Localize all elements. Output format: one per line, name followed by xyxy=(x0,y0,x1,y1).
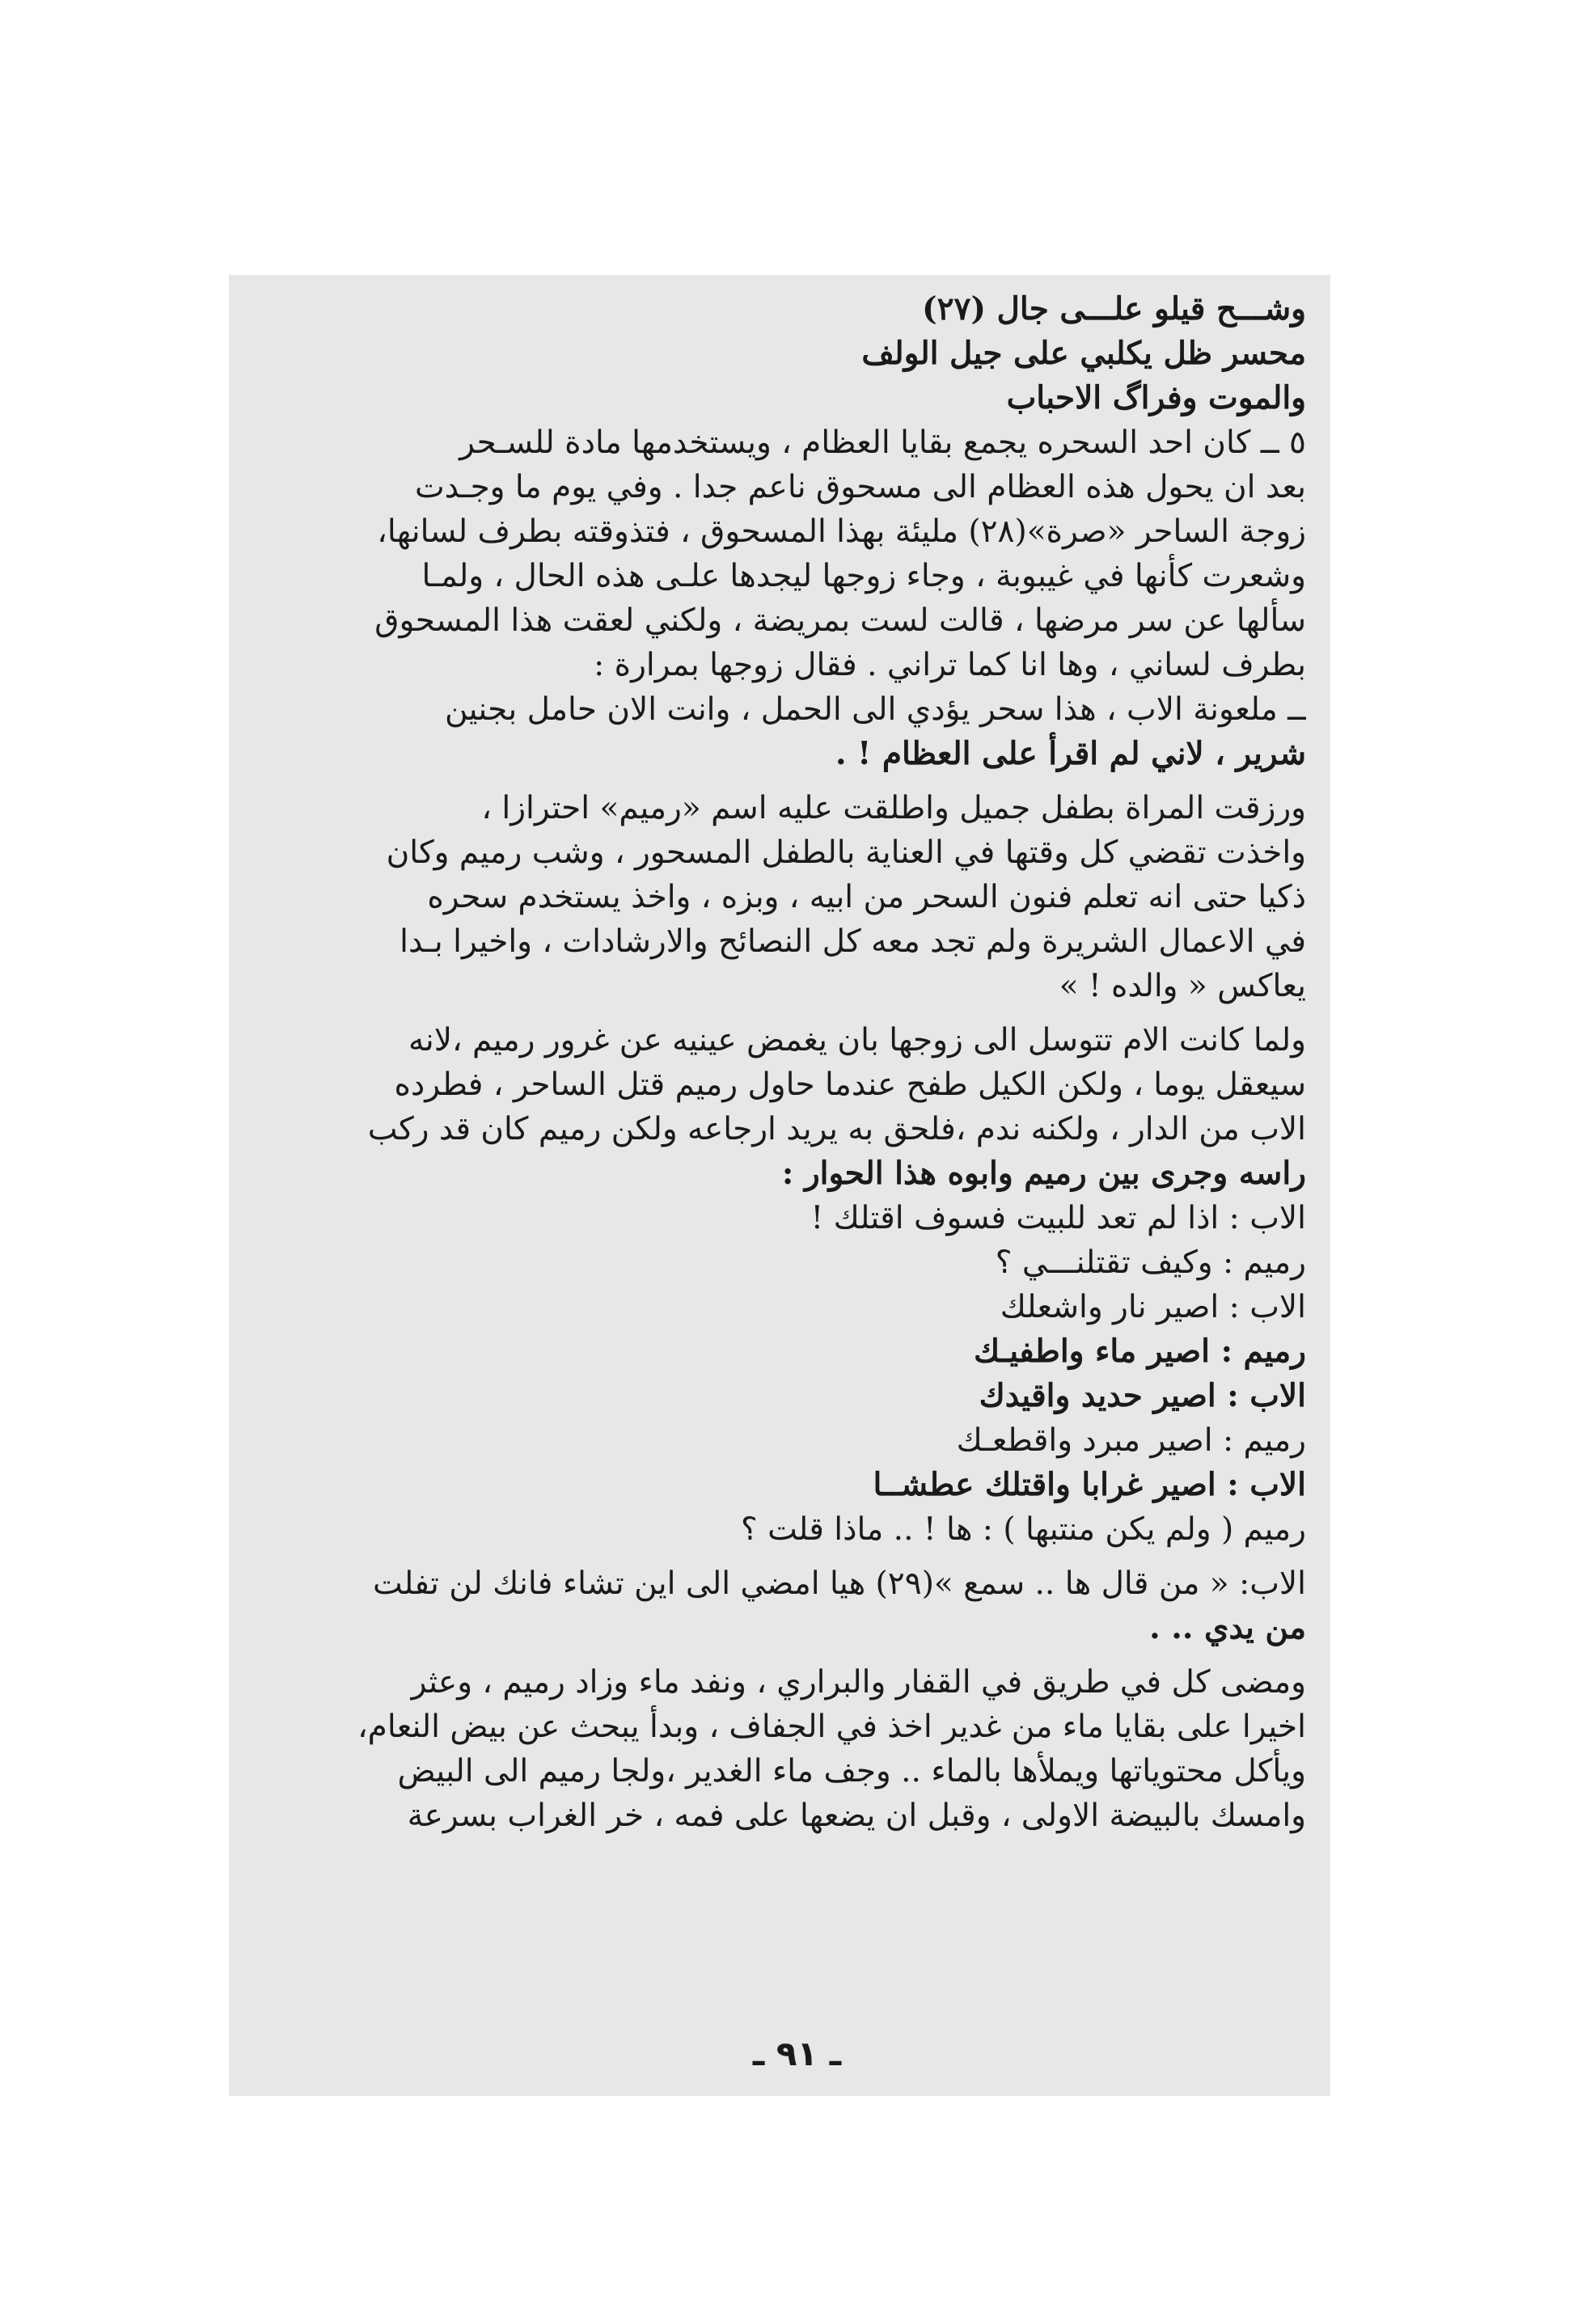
paragraph-final xyxy=(263,1660,1306,1838)
paragraph-father xyxy=(263,1561,1306,1650)
text-line: ذكيا حتى انه تعلم فنون السحر من ابيه ، وبزه ، واخذ يستخدم سحره xyxy=(427,879,1306,915)
page-text xyxy=(263,287,1306,1838)
text-line: واخذت تقضي كل وقتها في العناية بالطفل المسحور ، وشب رميم وكان xyxy=(386,835,1306,871)
text-line: الاب من الدار ، ولكنه ندم ،فلحق به يريد ارجاعه ولكن رميم كان قد ركب xyxy=(367,1111,1306,1147)
text-line: اخيرا على بقايا ماء من غدير اخذ في الجفاف ، وبدأ يبحث عن بيض النعام، xyxy=(357,1709,1306,1745)
dialogue-line: رميم : اصير ماء واطفيـك xyxy=(973,1333,1306,1370)
paragraph-curse xyxy=(263,687,1306,776)
text-line: الاب: « من قال ها .. سمع »(٢٩) هيا امضي الى اين تشاء فانك لن تفلت xyxy=(373,1566,1306,1602)
text-line: سيعقل يوما ، ولكن الكيل طفح عندما حاول رميم قتل الساحر ، فطرده xyxy=(394,1067,1306,1103)
text-line: سألها عن سر مرضها ، قالت لست بمريضة ، ولكني لعقت هذا المسحوق xyxy=(374,602,1306,639)
poem-verses xyxy=(263,287,1306,420)
text-line: ورزقت المراة بطفل جميل واطلقت عليه اسم «رميم» احترازا ، xyxy=(481,790,1306,826)
paragraph-5 xyxy=(263,420,1306,687)
paragraph-mother xyxy=(263,1018,1306,1196)
dialogue-line: الاب : اصير غرابا واقتلك عطشــا xyxy=(873,1466,1306,1503)
dialogue-line: الاب : اذا لم تعد للبيت فسوف اقتلك ! xyxy=(810,1200,1306,1236)
text-line: ٥ ــ كان احد السحره يجمع بقايا العظام ، ويستخدمها مادة للسـحر xyxy=(459,425,1306,461)
text-line: راسه وجرى بين رميم وابوه هذا الحوار : xyxy=(781,1155,1306,1192)
dialogue-line: الاب : اصير نار واشعلك xyxy=(1000,1289,1306,1325)
poem-line: محسر ظل يكلبي على جيل الولف xyxy=(861,335,1306,372)
dialogue-line: الاب : اصير حديد واقيدك xyxy=(979,1377,1306,1414)
dialogue-line: رميم ( ولم يكن منتبها ) : ها ! .. ماذا قلت ؟ xyxy=(740,1511,1306,1548)
text-line: بطرف لساني ، وها انا كما تراني . فقال زوجها بمرارة : xyxy=(594,647,1306,683)
text-line: بعد ان يحول هذه العظام الى مسحوق ناعم جدا . وفي يوم ما وجـدت xyxy=(414,469,1306,505)
text-line: ولما كانت الام تتوسل الى زوجها بان يغمض عينيه عن غرور رميم ،لانه xyxy=(408,1022,1306,1058)
text-line: يعاكس « والده ! » xyxy=(1059,968,1306,1004)
paragraph-rameem xyxy=(263,786,1306,1008)
text-line: في الاعمال الشريرة ولم تجد معه كل النصائح والارشادات ، واخيرا بـدا xyxy=(400,923,1306,960)
text-line: وامسك بالبيضة الاولى ، وقبل ان يضعها على فمه ، خر الغراب بسرعة xyxy=(407,1798,1306,1834)
text-line: زوجة الساحر «صرة»(٢٨) مليئة بهذا المسحوق ، فتذوقته بطرف لسانها، xyxy=(377,513,1306,550)
text-line: ــ ملعونة الاب ، هذا سحر يؤدي الى الحمل ، وانت الان حامل بجنين xyxy=(444,691,1306,728)
poem-line: وشـــح قيلو علـــى جال (٢٧) xyxy=(922,290,1306,327)
dialogue-line: رميم : اصير مبرد واقطعـك xyxy=(956,1422,1306,1459)
poem-line: والموت وفراگ الاحباب xyxy=(1006,379,1306,416)
dialogue xyxy=(263,1196,1306,1552)
text-line: شرير ، لاني لم اقرأ على العظام ! . xyxy=(835,735,1306,772)
text-line: من يدي .. . xyxy=(1149,1609,1306,1646)
text-line: ويأكل محتوياتها ويملأها بالماء .. وجف ماء الغدير ،ولجا رميم الى البيض xyxy=(397,1753,1306,1789)
page-number: ـ ٩١ ـ xyxy=(752,2034,842,2073)
dialogue-line: رميم : وكيف تقتلنـــي ؟ xyxy=(995,1244,1306,1281)
text-line: ومضى كل في طريق في القفار والبراري ، ونفد ماء وزاد رميم ، وعثر xyxy=(411,1664,1306,1701)
text-line: وشعرت كأنها في غيبوبة ، وجاء زوجها ليجدها علـى هذه الحال ، ولمـا xyxy=(421,558,1306,594)
